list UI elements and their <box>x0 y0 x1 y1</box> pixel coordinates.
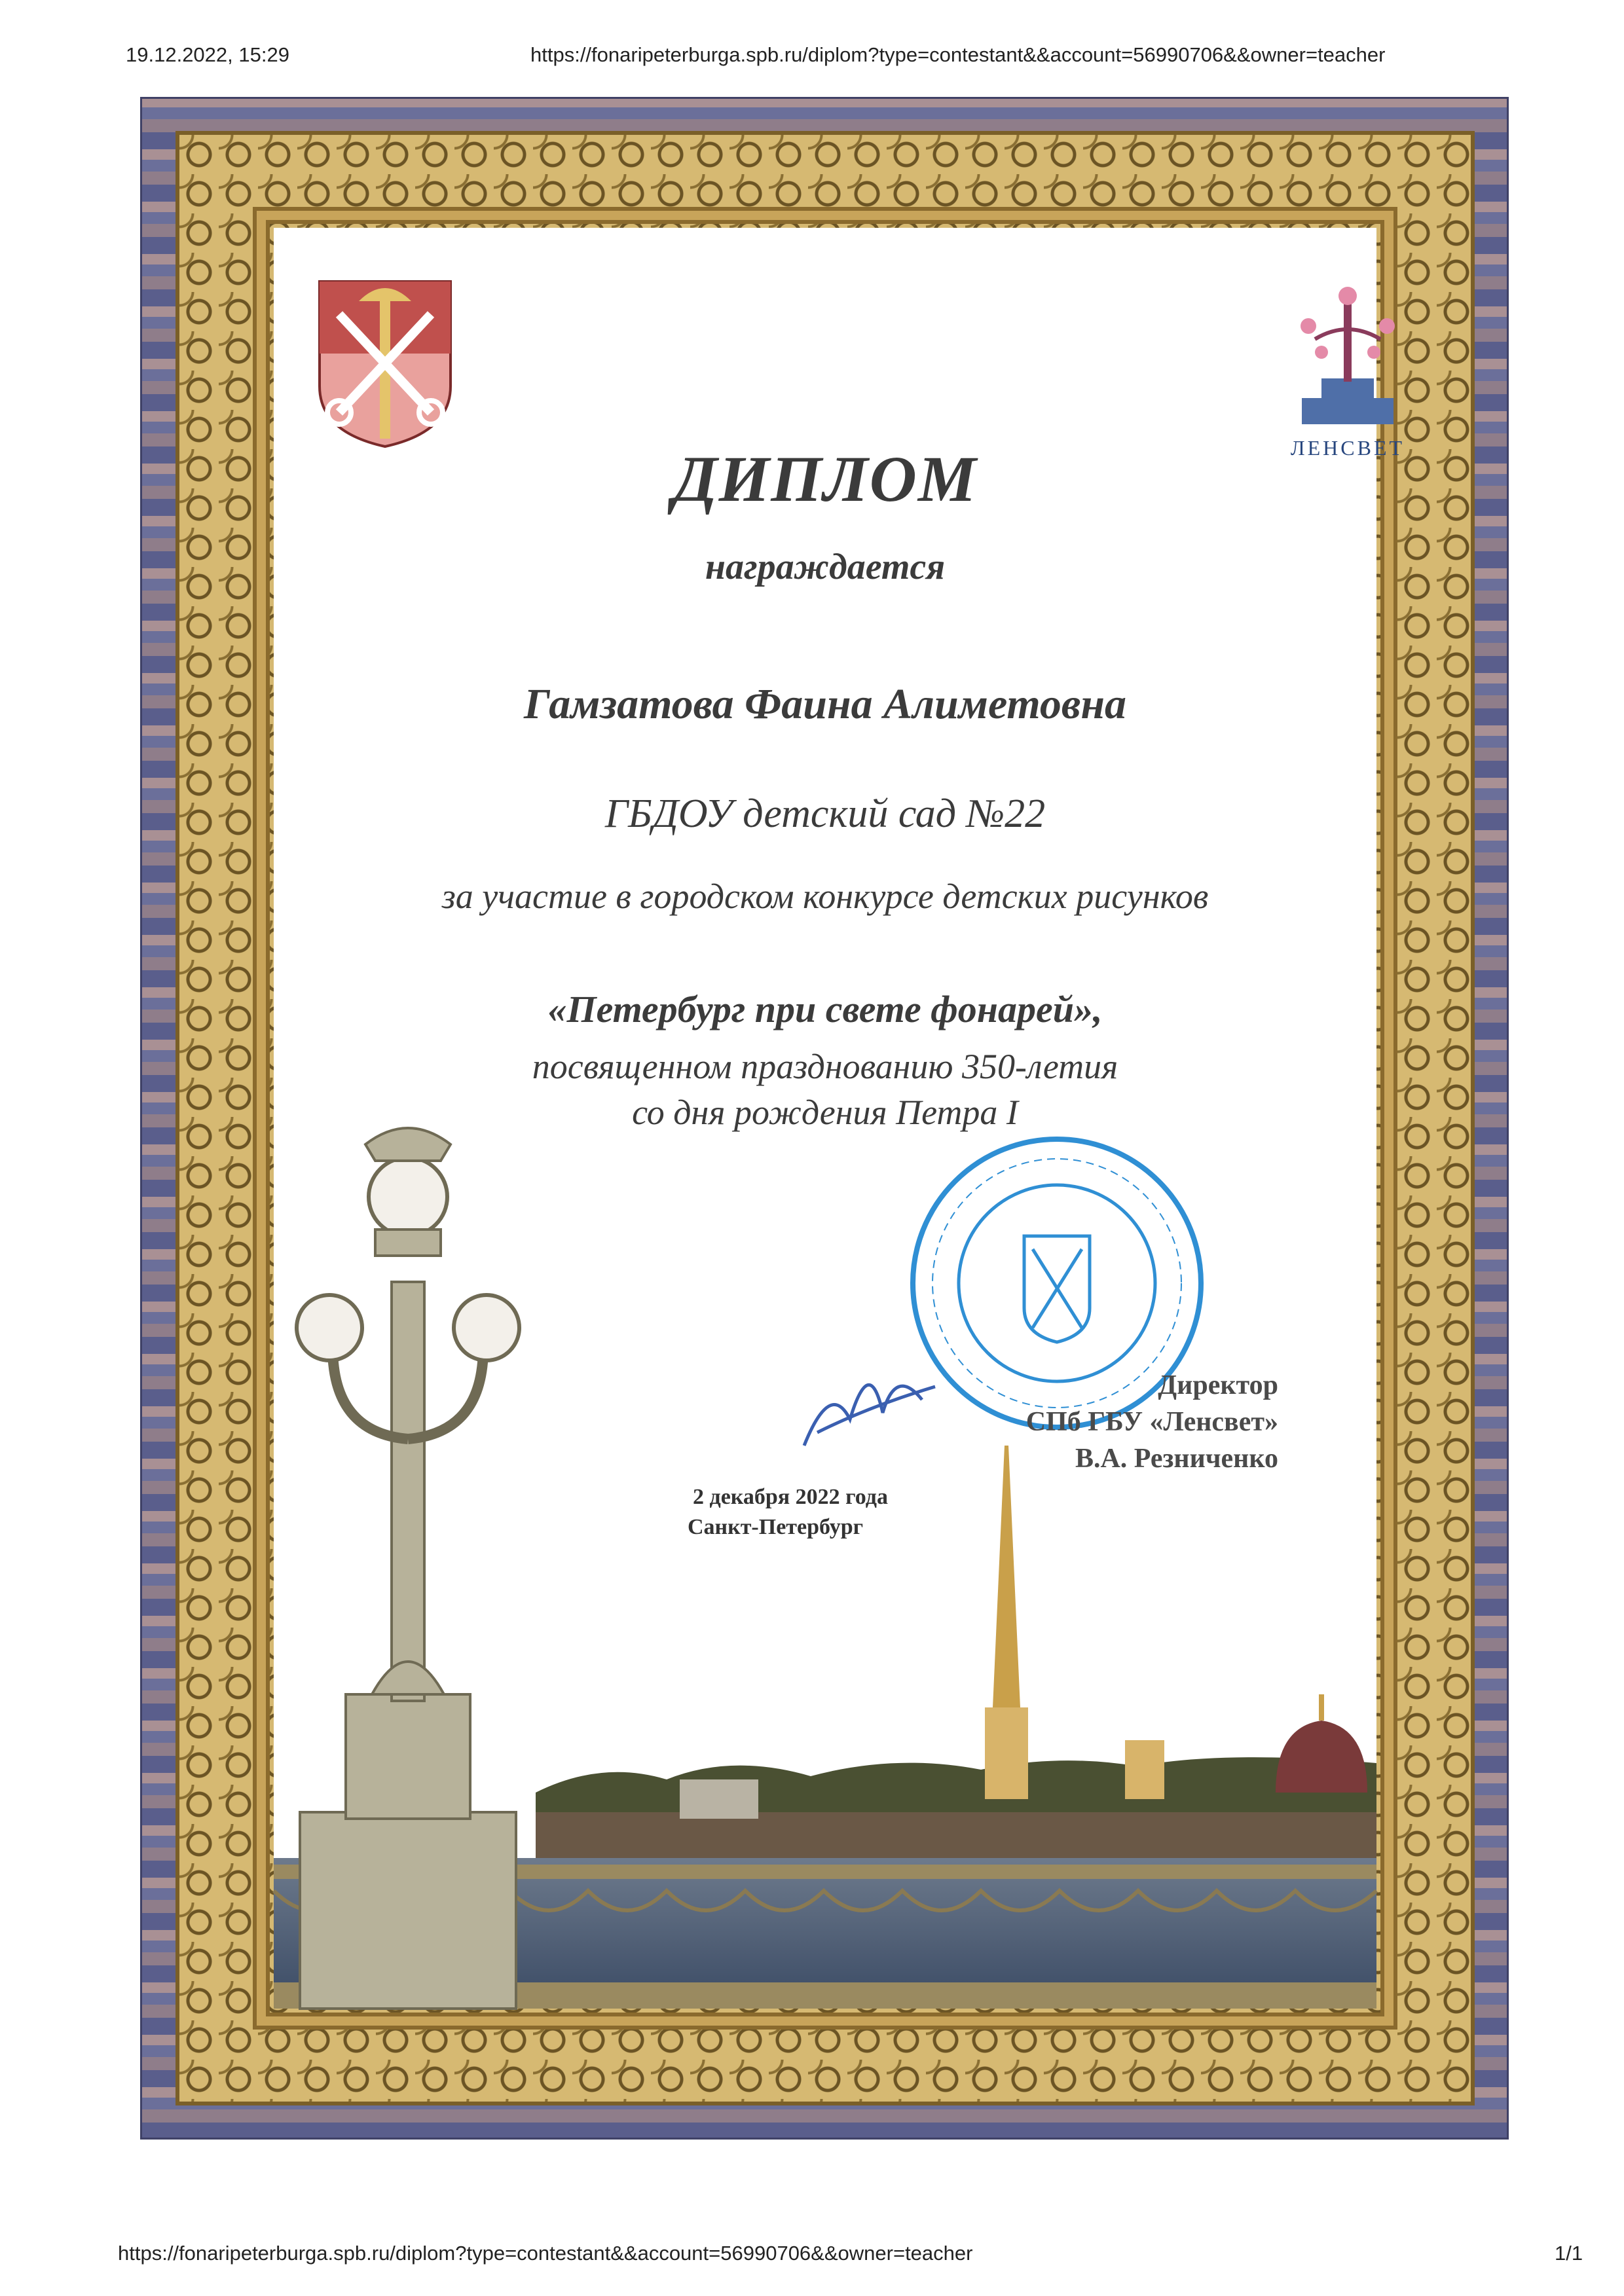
issue-city: Санкт-Петербург <box>688 1515 864 1539</box>
awarded-text: награждается <box>705 547 946 587</box>
dedication-line-2: со дня рождения Петра I <box>632 1093 1018 1132</box>
recipient-name: Гамзатова Фаина Алиметовна <box>524 680 1126 728</box>
lensvet-logo <box>1276 280 1420 460</box>
award-reason: за участие в городском конкурсе детских рисунков <box>441 877 1209 916</box>
lensvet-logo-text: ЛЕНСВЕТ <box>1290 436 1405 460</box>
director-signature <box>791 1341 948 1465</box>
dedication-line-1: посвященном празднованию 350-летия <box>532 1047 1118 1086</box>
contest-name: «Петербург при свете фонарей», <box>547 988 1103 1030</box>
page-number: 1/1 <box>1555 2242 1583 2265</box>
diploma-title: ДИПЛОМ <box>673 443 978 515</box>
recipient-organization: ГБДОУ детский сад №22 <box>604 792 1046 836</box>
signer-title: Директор <box>1158 1370 1278 1400</box>
signer-organization: СПб ГБУ «Ленсвет» <box>1025 1407 1278 1437</box>
signer-name: В.А. Резниченко <box>1075 1444 1278 1474</box>
print-url-header: https://fonaripeterburga.spb.ru/diplom?type=contestant&&account=56990706&&owner=teacher <box>530 43 1386 66</box>
print-datetime: 19.12.2022, 15:29 <box>126 43 289 66</box>
issue-date: 2 декабря 2022 года <box>693 1485 888 1509</box>
diploma-body <box>274 228 1405 2009</box>
coat-of-arms-icon <box>313 275 457 449</box>
print-url-footer: https://fonaripeterburga.spb.ru/diplom?type=contestant&&account=56990706&&owner=teacher <box>118 2242 973 2265</box>
city-scene-illustration <box>274 1131 1376 2009</box>
lantern-logo-icon <box>1276 280 1420 431</box>
